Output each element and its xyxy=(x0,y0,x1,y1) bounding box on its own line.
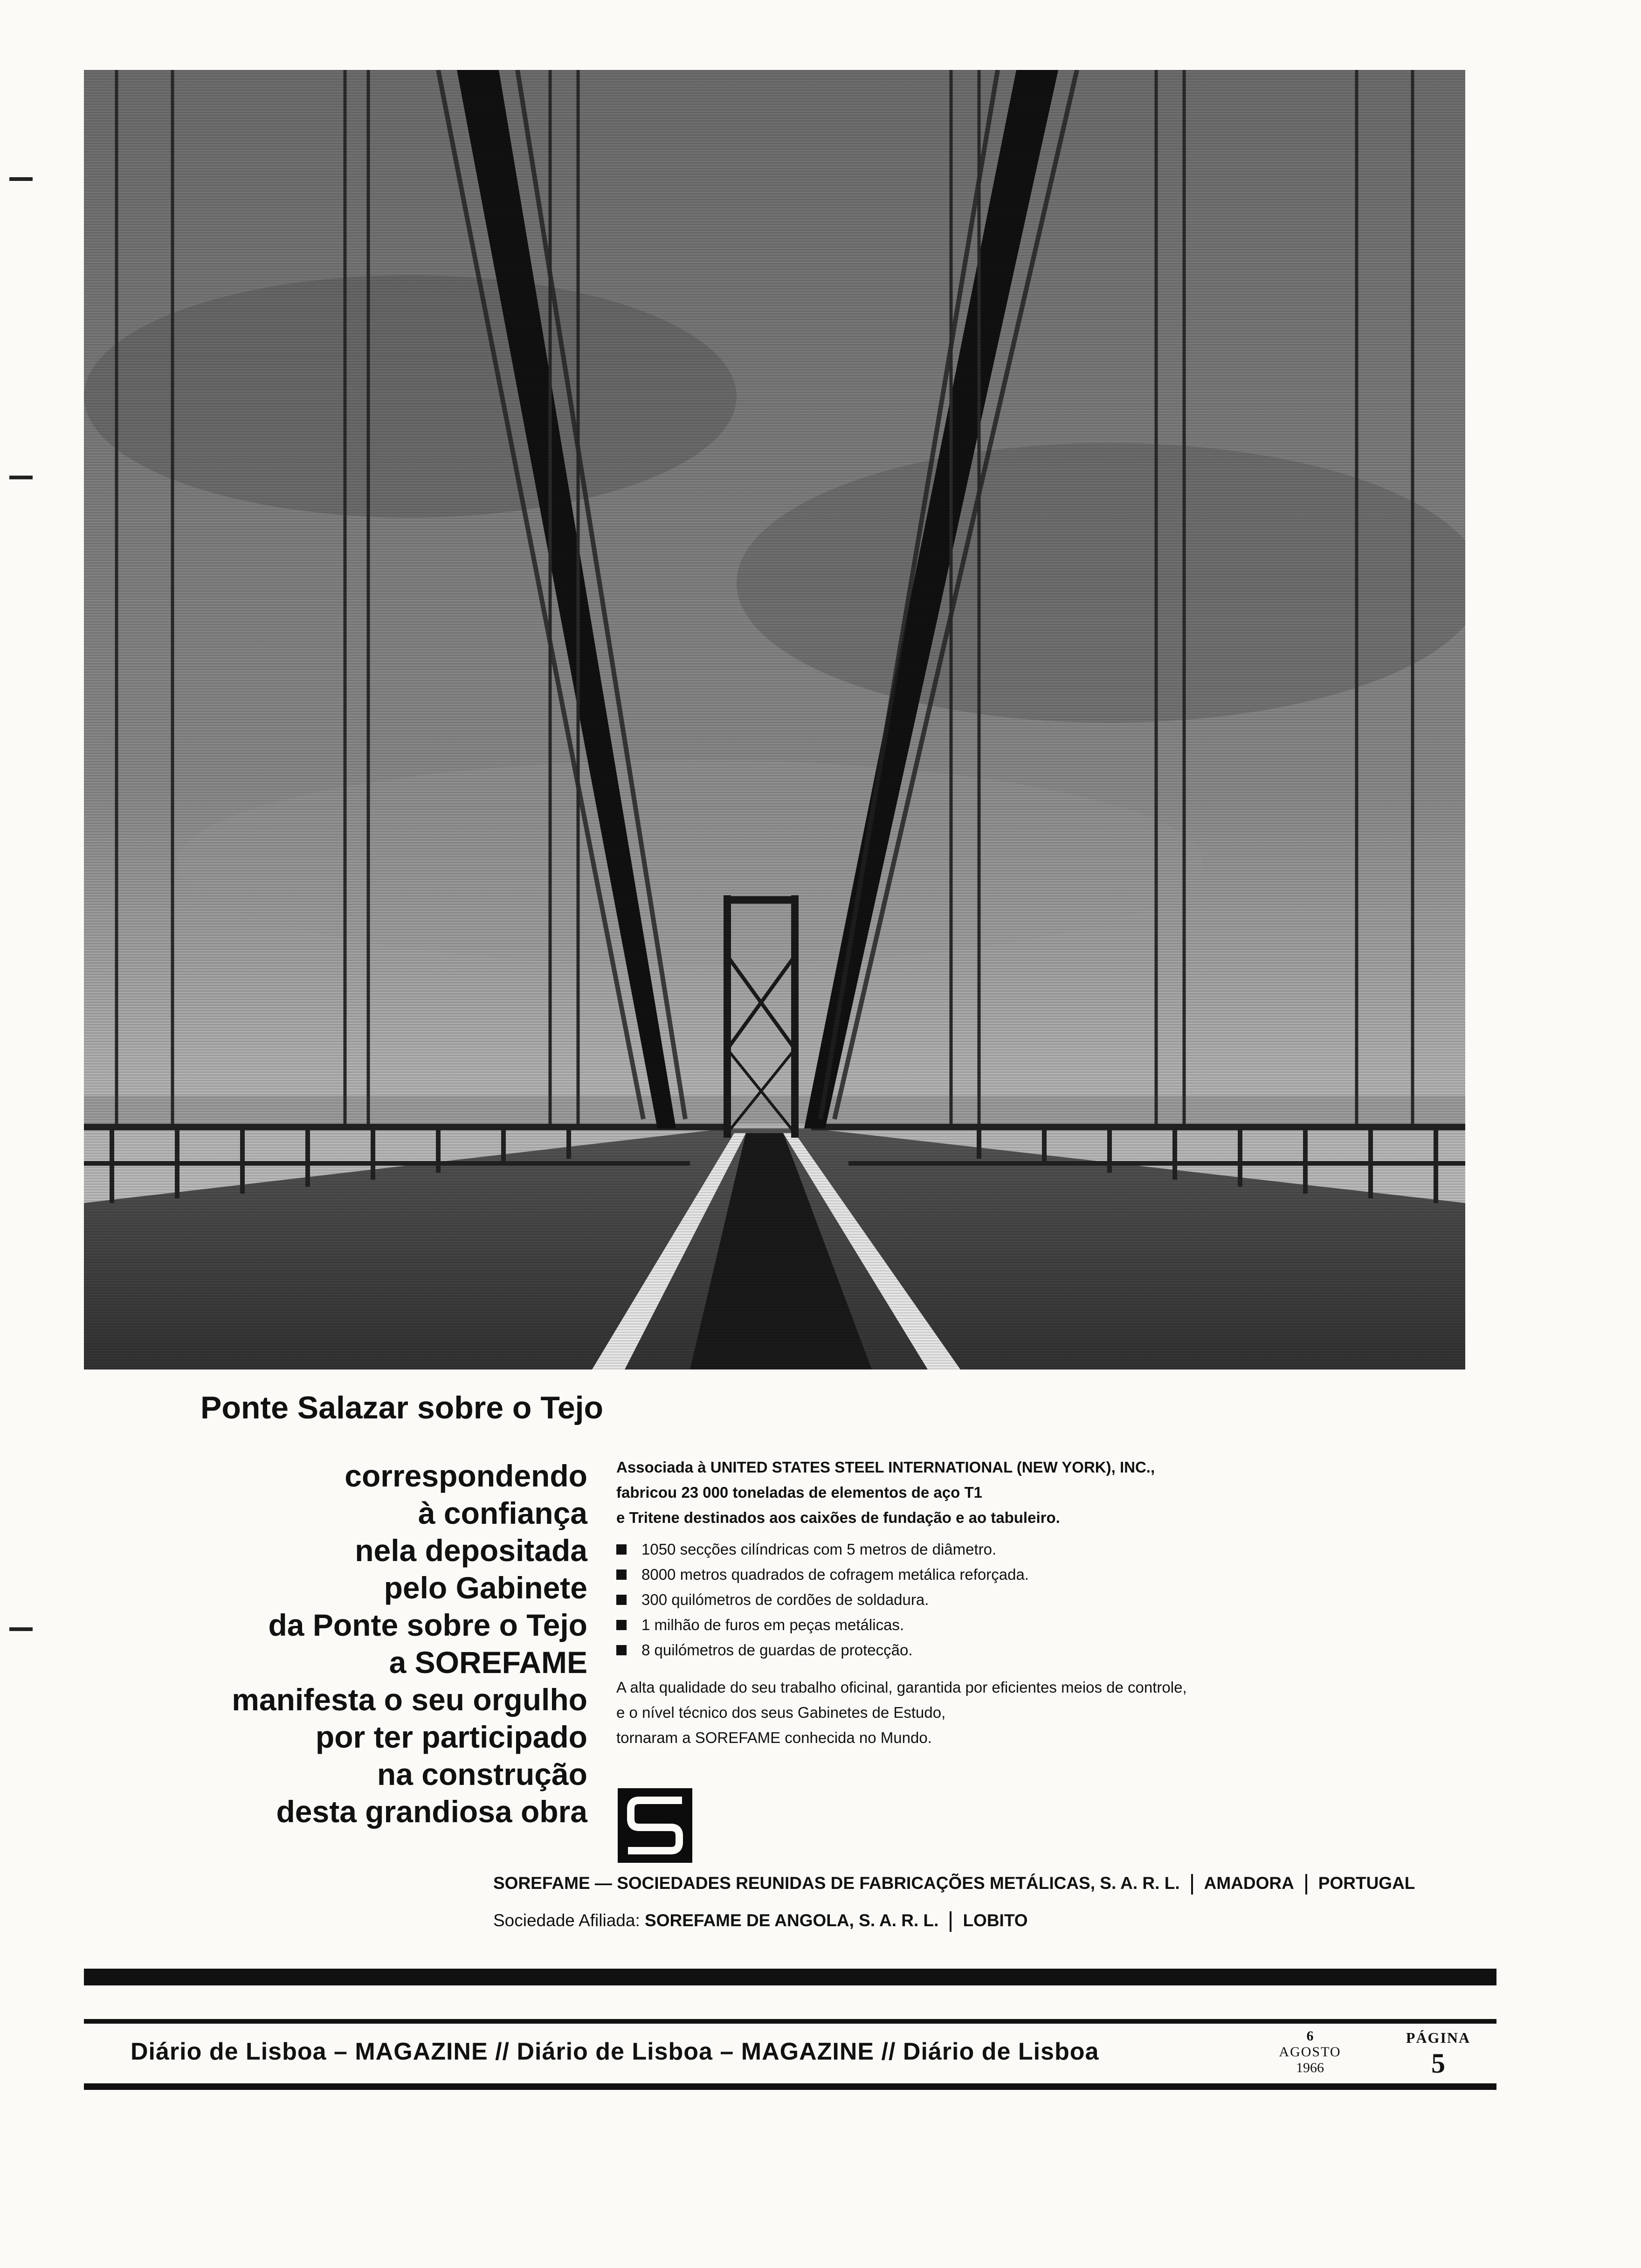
intro-line: Associada à UNITED STATES STEEL INTERNATIONAL (NEW YORK), INC., xyxy=(616,1459,1155,1476)
divider xyxy=(1305,1874,1307,1895)
company-city: AMADORA xyxy=(1204,1874,1294,1893)
slogan-line: correspondendo xyxy=(345,1459,587,1493)
divider-band xyxy=(84,1969,1496,1985)
square-bullet-icon xyxy=(616,1570,627,1580)
date-month: AGOSTO xyxy=(1279,2044,1341,2060)
slogan-line: a SOREFAME xyxy=(389,1645,587,1680)
photo-caption: Ponte Salazar sobre o Tejo xyxy=(200,1390,604,1425)
bullet-item xyxy=(616,1612,1502,1638)
affiliate-city: LOBITO xyxy=(963,1911,1028,1930)
bullet-text: 8 quilómetros de guardas de protecção. xyxy=(641,1641,913,1659)
square-bullet-icon xyxy=(616,1620,627,1630)
affiliate-name: SOREFAME DE ANGOLA, S. A. R. L. xyxy=(645,1911,939,1930)
divider xyxy=(1191,1874,1193,1895)
publication-name: Diário de Lisboa – MAGAZINE // Diário de Lisboa – MAGAZINE // Diário de Lisboa xyxy=(131,2038,1099,2065)
square-bullet-icon xyxy=(616,1645,627,1655)
quality-line: A alta qualidade do seu trabalho oficinal, garantida por eficientes meios de controle, xyxy=(616,1679,1187,1696)
square-bullet-icon xyxy=(616,1544,627,1555)
margin-mark xyxy=(9,177,33,181)
affiliate-label: Sociedade Afiliada: xyxy=(493,1911,640,1930)
footer-rule-bottom xyxy=(84,2083,1496,2090)
company-name: SOREFAME — SOCIEDADES REUNIDAS DE FABRICAÇÕES METÁLICAS, S. A. R. L. xyxy=(493,1874,1180,1893)
affiliate-line xyxy=(493,1911,1028,1932)
bullet-item xyxy=(616,1638,1502,1663)
quality-line: e o nível técnico dos seus Gabinetes de Estudo, xyxy=(616,1704,946,1721)
slogan-line: na construção xyxy=(377,1757,587,1791)
slogan-line: à confiança xyxy=(418,1496,587,1530)
sorefame-logo xyxy=(618,1788,692,1863)
bullet-item xyxy=(616,1587,1502,1612)
square-bullet-icon xyxy=(616,1595,627,1605)
date-year: 1966 xyxy=(1296,2060,1324,2075)
bullet-text: 1 milhão de furos em peças metálicas. xyxy=(641,1616,904,1633)
page-number: 5 xyxy=(1431,2048,1445,2079)
page-label: PÁGINA xyxy=(1406,2029,1471,2046)
intro-line: fabricou 23 000 toneladas de elementos de aço T1 xyxy=(616,1484,982,1501)
slogan-line: da Ponte sobre o Tejo xyxy=(268,1608,587,1642)
bullet-list xyxy=(616,1537,1502,1663)
slogan-line: nela depositada xyxy=(355,1533,587,1568)
company-line xyxy=(493,1874,1415,1895)
company-country: PORTUGAL xyxy=(1318,1874,1415,1893)
body-text xyxy=(616,1455,1502,1750)
slogan xyxy=(121,1457,587,1830)
divider xyxy=(950,1911,952,1932)
slogan-line: desta grandiosa obra xyxy=(276,1794,587,1829)
footer-rule-top xyxy=(84,2019,1496,2024)
margin-mark xyxy=(9,476,33,479)
quality-paragraph xyxy=(616,1675,1502,1750)
bridge-photo xyxy=(84,70,1465,1369)
bullet-item xyxy=(616,1537,1502,1562)
slogan-line: pelo Gabinete xyxy=(384,1570,587,1605)
issue-date xyxy=(1268,2028,1352,2076)
intro-line: e Tritene destinados aos caixões de fundação e ao tabuleiro. xyxy=(616,1509,1060,1526)
margin-mark xyxy=(9,1627,33,1631)
slogan-line: por ter participado xyxy=(315,1720,587,1754)
slogan-line: manifesta o seu orgulho xyxy=(232,1682,587,1717)
quality-line: tornaram a SOREFAME conhecida no Mundo. xyxy=(616,1729,932,1746)
page-number-block xyxy=(1394,2028,1482,2080)
date-day: 6 xyxy=(1306,2028,1314,2044)
bullet-item xyxy=(616,1562,1502,1587)
bullet-text: 8000 metros quadrados de cofragem metálica reforçada. xyxy=(641,1566,1029,1583)
bullet-text: 300 quilómetros de cordões de soldadura. xyxy=(641,1591,929,1608)
bullet-text: 1050 secções cilíndricas com 5 metros de diâmetro. xyxy=(641,1541,997,1558)
